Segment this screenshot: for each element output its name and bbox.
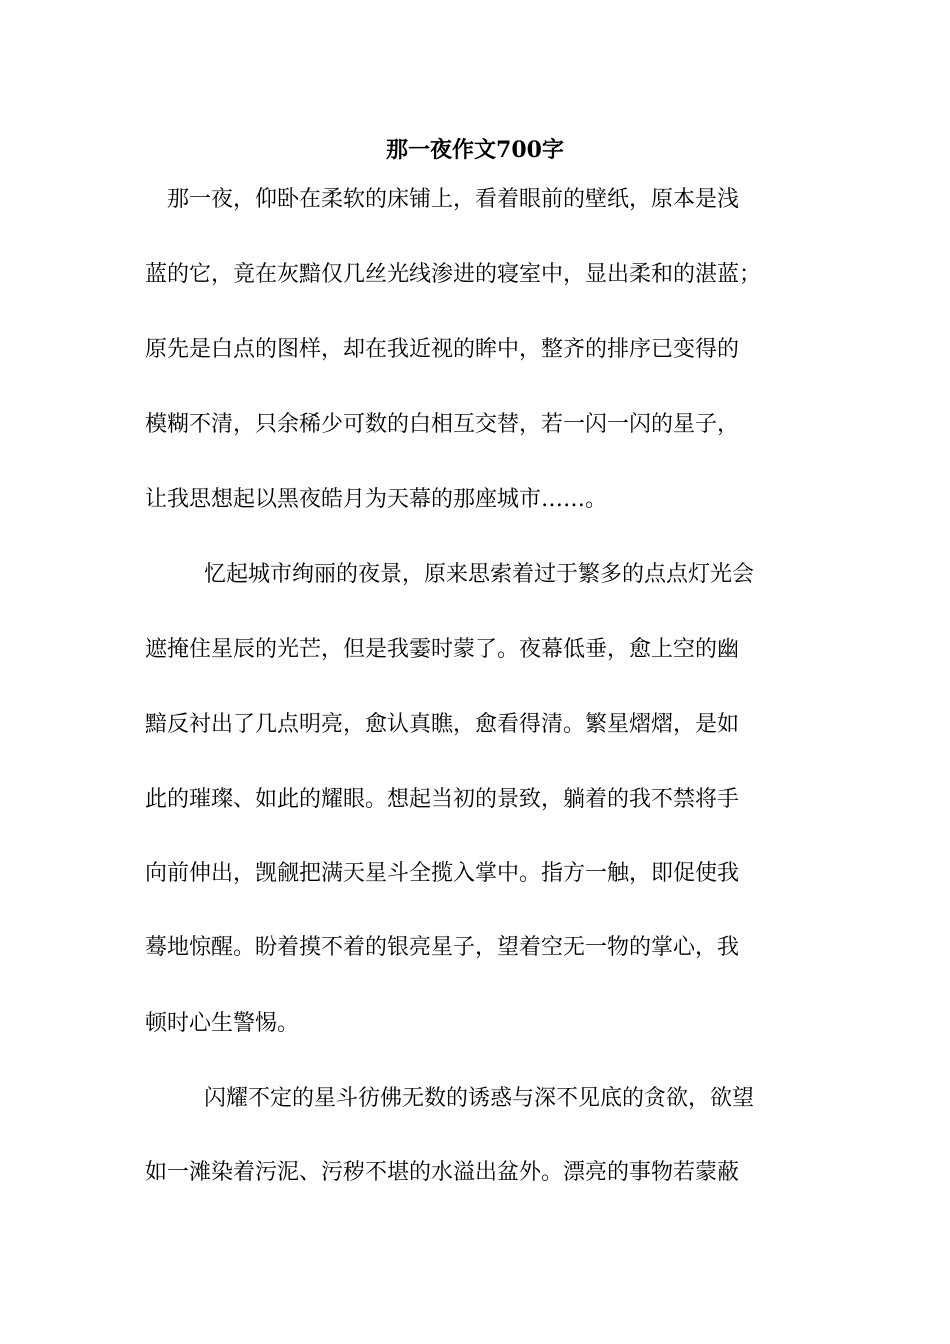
paragraph-3-line-1: 闪耀不定的星斗彷佛无数的诱惑与深不见底的贪欲，欲望 [204,1086,755,1111]
paragraph-2-line-5: 向前伸出，觊觎把满天星斗全揽入掌中。指方一触，即促使我 [145,861,740,886]
document-title: 那一夜作文700字 [386,137,564,163]
paragraph-2-line-7: 顿时心生警惕。 [145,1011,300,1036]
paragraph-3-line-2: 如一滩染着污泥、污秽不堪的水溢出盆外。漂亮的事物若蒙蔽 [145,1160,740,1185]
paragraph-2-line-1: 忆起城市绚丽的夜景，原来思索着过于繁多的点点灯光会 [204,562,755,587]
paragraph-1-line-4: 模糊不清，只余稀少可数的白相互交替，若一闪一闪的星子， [145,412,740,437]
paragraph-1-line-3: 原先是白点的图样，却在我近视的眸中，整齐的排序已变得的 [145,337,740,362]
paragraph-2-line-6: 蓦地惊醒。盼着摸不着的银亮星子，望着空无一物的掌心，我 [145,935,740,960]
paragraph-1-line-1: 那一夜，仰卧在柔软的床铺上，看着眼前的壁纸，原本是浅 [167,187,740,212]
paragraph-2-line-4: 此的璀璨、如此的耀眼。想起当初的景致，躺着的我不禁将手 [145,787,740,812]
paragraph-1-line-2: 蓝的它，竟在灰黯仅几丝光线渗进的寝室中，显出柔和的湛蓝； [145,262,762,287]
paragraph-2-line-2: 遮掩住星辰的光芒，但是我霎时蒙了。夜幕低垂，愈上空的幽 [145,637,740,662]
paragraph-2-line-3: 黯反衬出了几点明亮，愈认真瞧，愈看得清。繁星熠熠，是如 [145,712,740,737]
paragraph-1-line-5: 让我思想起以黑夜皓月为天幕的那座城市……。 [145,487,608,512]
